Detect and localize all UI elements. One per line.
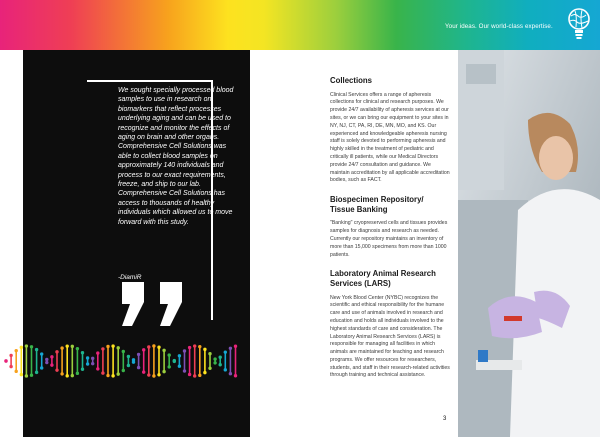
- dna-node: [35, 348, 38, 351]
- dna-node: [117, 372, 120, 375]
- dna-node: [142, 348, 145, 351]
- quotation-mark-icon: [116, 282, 196, 326]
- dna-node: [55, 368, 58, 371]
- dna-node: [213, 357, 216, 360]
- dna-node: [162, 349, 165, 352]
- lightbulb-globe-icon: [566, 6, 592, 42]
- testimonial-quote: We sought specially processed blood samples to use in research on biomarkers that reflect processes underlying aging and can be used to recognize and monitor the effects of aging on brain and other organs. Comprehensive Cell Solutions was able to collect blood samples on approximately 140 individuals and process to our exact requirements, freeze, and ship to our lab. Comprehensive Cell Solutions has access to thousands of healthy individuals which allowed us to move forward with this study.: [118, 87, 234, 226]
- dna-node: [91, 362, 94, 365]
- section-body: New York Blood Center (NYBC) recognizes the scientific and ethical responsibility for the humane care and use of animals involved in research and education and holds all individuals involved to the highest standards of care and consideration. The Laboratory Animal Research Services (LARS) is responsible for managing all facilities in which animals are maintained for teaching and research programs. We offer resources for researchers, students, and staff in their research-related activities through training and technical assistance.: [330, 294, 450, 379]
- dna-node: [96, 351, 99, 354]
- dna-node: [86, 356, 89, 359]
- dna-node: [224, 368, 227, 371]
- dna-node: [219, 363, 222, 366]
- dna-node: [15, 349, 18, 352]
- dna-node: [203, 371, 206, 374]
- page-number-left: 2: [12, 416, 16, 422]
- dna-node: [55, 350, 58, 353]
- dna-node: [40, 352, 43, 355]
- dna-node: [40, 366, 43, 369]
- dna-node: [203, 348, 206, 351]
- dna-node: [50, 355, 53, 358]
- dna-node: [96, 367, 99, 370]
- section-collections: [330, 76, 450, 185]
- dna-node: [183, 349, 186, 352]
- dna-node: [81, 368, 84, 371]
- lab-photo: [458, 50, 600, 437]
- dna-node: [147, 373, 150, 376]
- dna-node: [142, 370, 145, 373]
- dna-node: [157, 346, 160, 349]
- dna-node: [15, 370, 18, 373]
- dna-node: [152, 374, 155, 377]
- dna-node: [71, 374, 74, 377]
- dna-node: [20, 346, 23, 349]
- dna-node: [152, 344, 155, 347]
- dna-node: [178, 364, 181, 367]
- dna-node: [60, 346, 63, 349]
- dna-node: [132, 358, 135, 361]
- section-title: Biospecimen Repository/ Tissue Banking: [330, 195, 424, 214]
- dna-node: [35, 371, 38, 374]
- dna-node: [25, 374, 28, 377]
- dna-node: [45, 361, 48, 364]
- section-body: Clinical Services offers a range of apheresis collections for clinical and research purposes. We provide 24/7 availability of apheresis services at our sites, or we can bring our equipment to your sites in NY, NJ, CT, PA, RI, DE, MN, MO, and KS. Our experienced and knowledgeable apheresis nursing staff is solely devoted to performing apheresis and highly skilled in the treatment of pediatric and critically ill patients, while our Medical Directors provide 24/7 consultation and guidance. We maintain accreditation by all applicable accreditation bodies, such as FACT.: [330, 91, 450, 184]
- dna-node: [188, 346, 191, 349]
- dna-node: [122, 369, 125, 372]
- dna-node: [188, 373, 191, 376]
- dna-node: [224, 350, 227, 353]
- dna-node: [234, 374, 237, 377]
- dna-node: [168, 365, 171, 368]
- dna-node: [208, 367, 211, 370]
- dna-node: [71, 345, 74, 348]
- section-biospecimen: [330, 195, 450, 259]
- dna-node: [66, 344, 69, 347]
- dna-node: [198, 374, 201, 377]
- dna-node: [213, 361, 216, 364]
- dna-node: [183, 369, 186, 372]
- quote-attribution: -DiamiR: [118, 274, 142, 281]
- dna-node: [208, 352, 211, 355]
- dna-node: [178, 354, 181, 357]
- dna-node: [76, 372, 79, 375]
- dna-node: [198, 345, 201, 348]
- section-title: Laboratory Animal Research Services (LARS): [330, 269, 436, 288]
- dna-node: [219, 356, 222, 359]
- dna-node: [127, 364, 130, 367]
- dna-node: [137, 353, 140, 356]
- dna-node: [66, 374, 69, 377]
- page-number-right: 3: [443, 416, 447, 422]
- dna-node: [25, 344, 28, 347]
- dna-strand-graphic: [0, 336, 240, 386]
- dna-node: [111, 344, 114, 347]
- dna-node: [137, 366, 140, 369]
- dna-node: [30, 373, 33, 376]
- dna-node: [173, 359, 176, 362]
- dna-node: [106, 374, 109, 377]
- dna-node: [162, 370, 165, 373]
- dna-node: [157, 373, 160, 376]
- dna-node: [168, 353, 171, 356]
- dna-node: [101, 371, 104, 374]
- dna-node: [76, 347, 79, 350]
- dna-node: [4, 359, 7, 362]
- dna-node: [234, 345, 237, 348]
- dna-node: [147, 345, 150, 348]
- dna-node: [81, 351, 84, 354]
- dna-node: [91, 357, 94, 360]
- dna-node: [106, 345, 109, 348]
- dna-node: [193, 344, 196, 347]
- dna-node: [9, 354, 12, 357]
- dna-node: [50, 363, 53, 366]
- dna-node: [101, 347, 104, 350]
- section-body: "Banking" cryopreserved cells and tissues provides samples for diagnosis and research as needed. Currently our repository maintains an inventory of more than 15,000 specimens from more than 1000 patients.: [330, 220, 448, 258]
- dna-node: [86, 362, 89, 365]
- tagline: Your ideas. Our world-class expertise.: [445, 23, 553, 30]
- services-column: [330, 76, 450, 390]
- dna-node: [111, 374, 114, 377]
- dna-node: [127, 355, 130, 358]
- dna-node: [193, 374, 196, 377]
- dna-node: [45, 358, 48, 361]
- section-title: Collections: [330, 76, 373, 85]
- dna-node: [229, 372, 232, 375]
- section-lars: [330, 269, 450, 380]
- dna-node: [122, 350, 125, 353]
- dna-node: [20, 373, 23, 376]
- dna-node: [9, 365, 12, 368]
- dna-node: [60, 372, 63, 375]
- dna-node: [117, 346, 120, 349]
- dna-node: [229, 347, 232, 350]
- dna-node: [30, 345, 33, 348]
